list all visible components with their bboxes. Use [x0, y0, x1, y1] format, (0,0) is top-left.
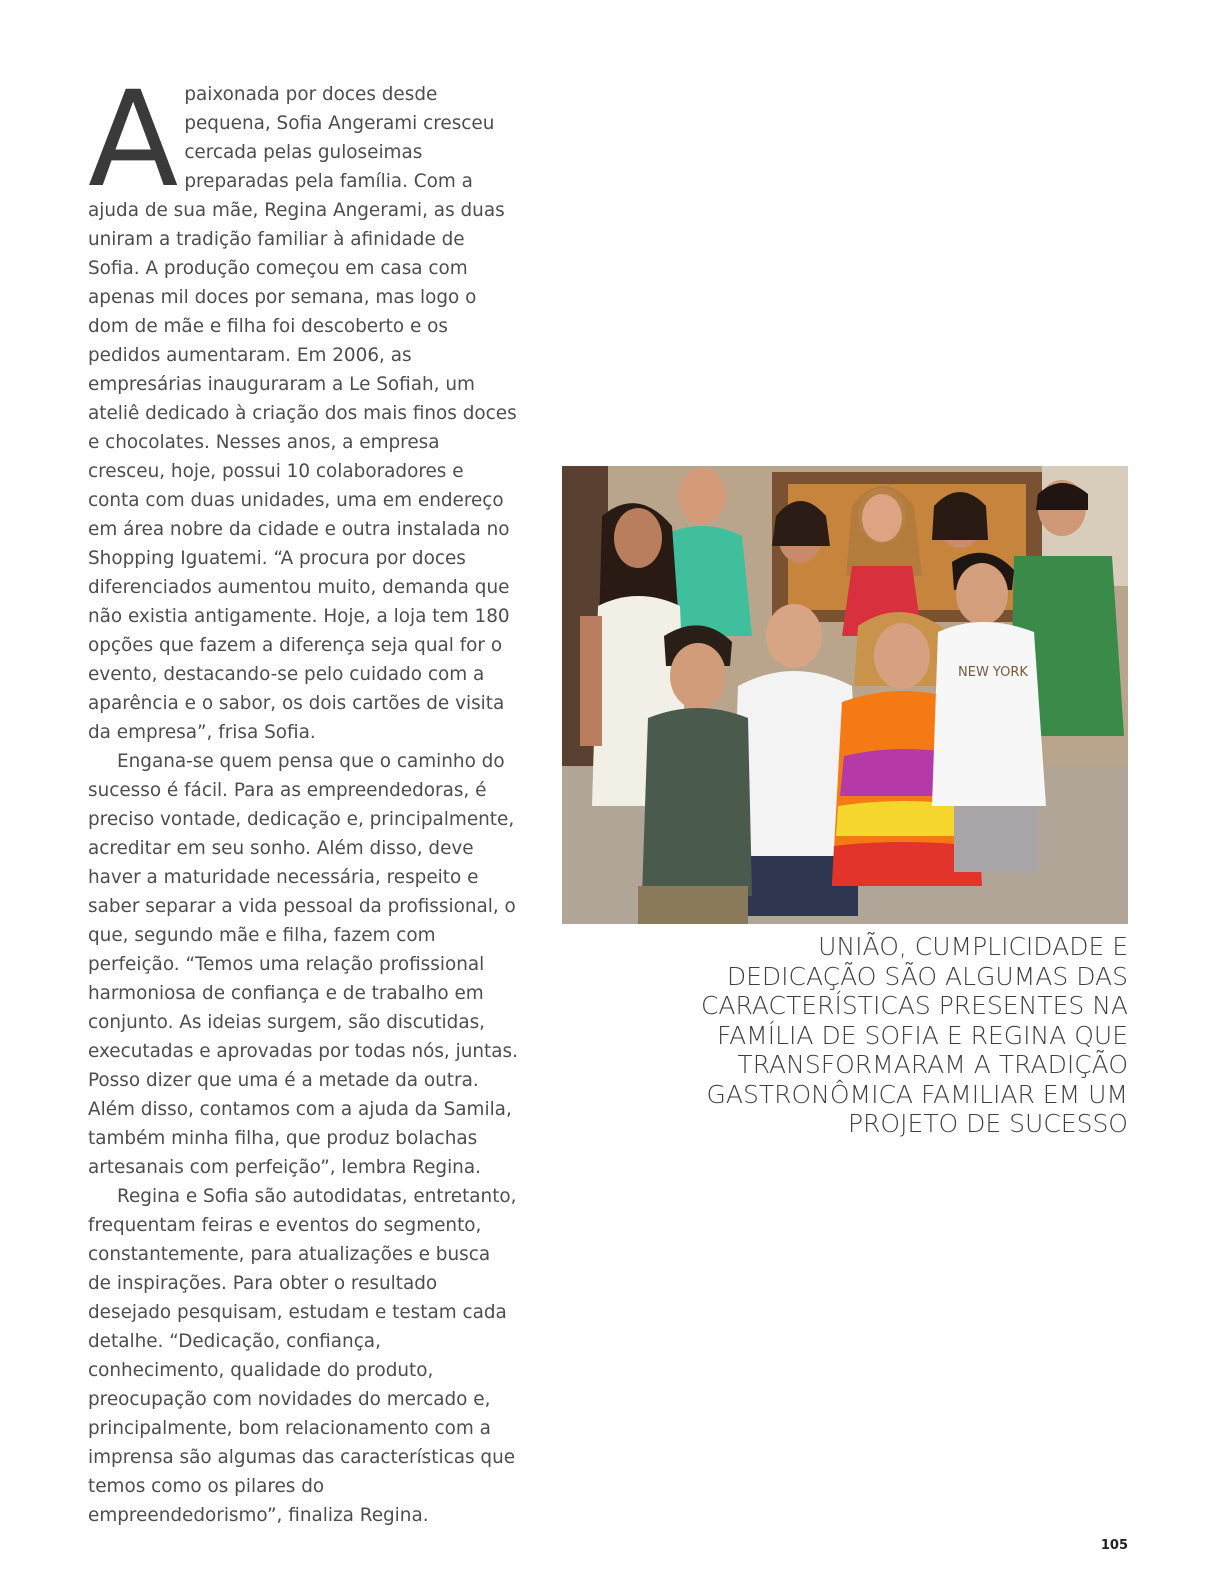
shirt-text: NEW YORK [958, 665, 1028, 680]
paragraph-2: Engana-se quem pensa que o caminho do sucesso é fácil. Para as empreendedoras, é preciso vontade, dedicação e, principalmente, acreditar em seu sonho. Além disso, deve haver a maturidade necessária, respeito e saber separar a vida pessoal da profissional, o que, segundo mãe e filha, fazem com perfeição. “Temos uma relação profissional harmoniosa de confiança e de trabalho em conjunto. As ideias surgem, são discutidas, executadas e aprovadas por todas nós, juntas. Posso dizer que uma é a metade da outra. Além disso, contamos com a ajuda da Samila, também minha filha, que produz bolachas artesanais com perfeição”, lembra Regina. [88, 751, 518, 1178]
drop-cap: A [88, 63, 179, 217]
page-number: 105 [1100, 1538, 1128, 1553]
photo-caption: UNIÃO, CUMPLICIDADE E DEDICAÇÃO SÃO ALGUMAS DAS CARACTERÍSTICAS PRESENTES NA FAMÍLIA DE SOFIA E REGINA QUE TRANSFORMARAM A TRADIÇÃO GASTRONÔMICA FAMILIAR EM UM PROJETO DE SUCESSO [700, 932, 1128, 1138]
paragraph-1-text: paixonada por doces desde pequena, Sofia Angerami cresceu cercada pelas guloseimas preparadas pela família. Com a ajuda de sua mãe, Regina Angerami, as duas uniram a tradição familiar à afinidade de Sofia. A produção começou em casa com apenas mil doces por semana, mas logo o dom de mãe e filha foi descoberto e os pedidos aumentaram. Em 2006, as empresárias inauguraram a Le Sofiah, um ateliê dedicado à criação dos mais finos doces e chocolates. Nesses anos, a empresa cresceu, hoje, possui 10 colaboradores e conta com duas unidades, uma em endereço em área nobre da cidade e outra instalada no Shopping Iguatemi. “A procura por doces diferenciados aumentou muito, demanda que não existia antigamente. Hoje, a loja tem 180 opções que fazem a diferença seja qual for o evento, destacando-se pelo cuidado com a aparência e o sabor, os dois cartões de visita da empresa”, frisa Sofia. [88, 84, 517, 743]
family-photo-illustration [562, 466, 1128, 924]
paragraph-1 [88, 63, 518, 747]
paragraph-3: Regina e Sofia são autodidatas, entretanto, frequentam feiras e eventos do segmento, constantemente, para atualizações e busca de inspirações. Para obter o resultado desejado pesquisam, estudam e testam cada detalhe. “Dedicação, confiança, conhecimento, qualidade do produto, preocupação com novidades do mercado e, principalmente, bom relacionamento com a imprensa são algumas das características que temos como os pilares do empreendedorismo”, finaliza Regina. [88, 1186, 517, 1526]
family-photo [562, 466, 1128, 924]
article-body [88, 63, 518, 1530]
